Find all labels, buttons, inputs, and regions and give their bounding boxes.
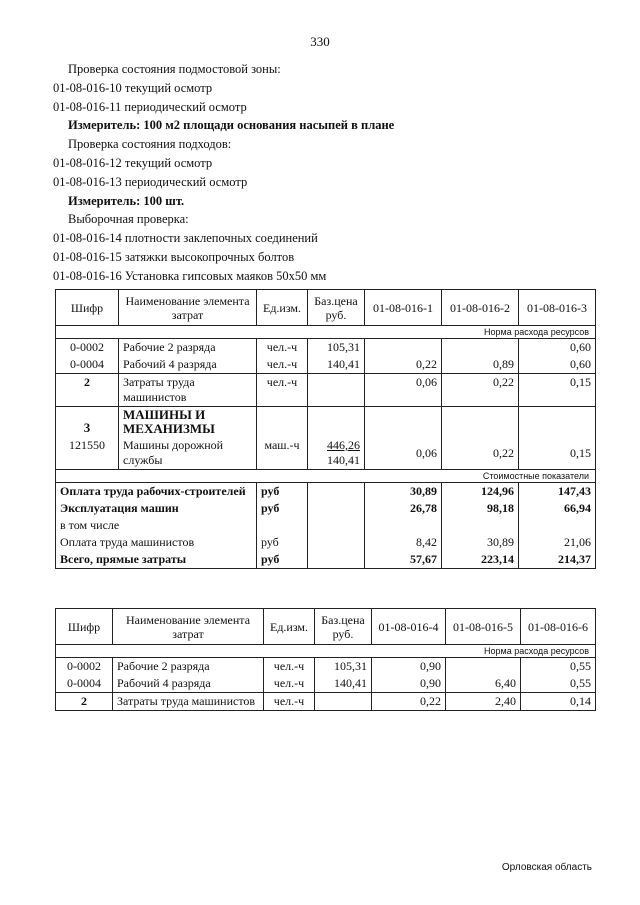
header-price: Баз.цена руб. [315, 609, 372, 645]
header-name: Наименование элемента затрат [113, 609, 264, 645]
header-code: Шифр [56, 290, 119, 326]
text-line: 01-08-016-14 плотности заклепочных соединений [53, 231, 318, 246]
text-line: Выборочная проверка: [68, 212, 189, 227]
section-label-norm: Норма расхода ресурсов [56, 645, 596, 658]
text-line: Проверка состояния подходов: [68, 137, 232, 152]
footer-region: Орловская область [501, 862, 592, 873]
table-row: 0-0002 Рабочие 2 разряда чел.-ч 105,31 0,90 0,55 [56, 658, 596, 676]
header-code: Шифр [56, 609, 113, 645]
page-number: 330 [310, 34, 330, 49]
text-line: Проверка состояния подмостовой зоны: [68, 62, 281, 76]
text-line: Измеритель: 100 м2 площади основания насыпей в плане [68, 118, 395, 133]
header-col-6: 01-08-016-6 [521, 609, 596, 645]
table-row: 121550 Машины дорожной службы маш.-ч 446,26 140,41 0,06 0,22 0,15 [56, 437, 596, 470]
table-row: 2 Затраты труда машинистов чел.-ч 0,06 0,22 0,15 [56, 374, 596, 407]
table-row: 2 Затраты труда машинистов чел.-ч 0,22 2,40 0,14 [56, 693, 596, 711]
header-col-1: 01-08-016-1 [365, 290, 442, 326]
table-row: Эксплуатация машин руб 26,78 98,18 66,94 [56, 500, 596, 517]
resource-table-1 [55, 289, 596, 569]
table-row: 0-0004 Рабочий 4 разряда чел.-ч 140,41 0,22 0,89 0,60 [56, 356, 596, 374]
table-row: 3 МАШИНЫ И МЕХАНИЗМЫ [56, 407, 596, 438]
table-row: Всего, прямые затраты руб 57,67 223,14 214,37 [56, 551, 596, 569]
header-unit: Ед.изм. [264, 609, 315, 645]
resource-table-2 [55, 608, 596, 711]
text-line: Измеритель: 100 шт. [68, 193, 185, 208]
section-label-cost: Стоимостные показатели [56, 470, 596, 483]
header-name: Наименование элемента затрат [119, 290, 257, 326]
text-line: 01-08-016-10 текущий осмотр [53, 80, 213, 95]
text-line: 01-08-016-13 периодический осмотр [53, 174, 248, 189]
text-line: 01-08-016-11 периодический осмотр [53, 99, 247, 114]
table-row: Оплата труда рабочих-строителей руб 30,89 124,96 147,43 [56, 483, 596, 501]
header-price: Баз.цена руб. [308, 290, 365, 326]
header-unit: Ед.изм. [257, 290, 308, 326]
table-row: 0-0004 Рабочий 4 разряда чел.-ч 140,41 0,90 6,40 0,55 [56, 675, 596, 693]
section-label-norm: Норма расхода ресурсов [56, 326, 596, 339]
table-row: в том числе [56, 517, 596, 534]
header-col-2: 01-08-016-2 [442, 290, 519, 326]
header-col-4: 01-08-016-4 [372, 609, 446, 645]
header-col-3: 01-08-016-3 [519, 290, 596, 326]
text-line: 01-08-016-16 Установка гипсовых маяков 50х50 мм [53, 268, 327, 283]
table-row: Оплата труда машинистов руб 8,42 30,89 21,06 [56, 534, 596, 551]
text-line: 01-08-016-15 затяжки высокопрочных болтов [53, 250, 295, 264]
text-line: 01-08-016-12 текущий осмотр [53, 156, 213, 170]
header-col-5: 01-08-016-5 [446, 609, 521, 645]
table-row: 0-0002 Рабочие 2 разряда чел.-ч 105,31 0,60 [56, 339, 596, 357]
